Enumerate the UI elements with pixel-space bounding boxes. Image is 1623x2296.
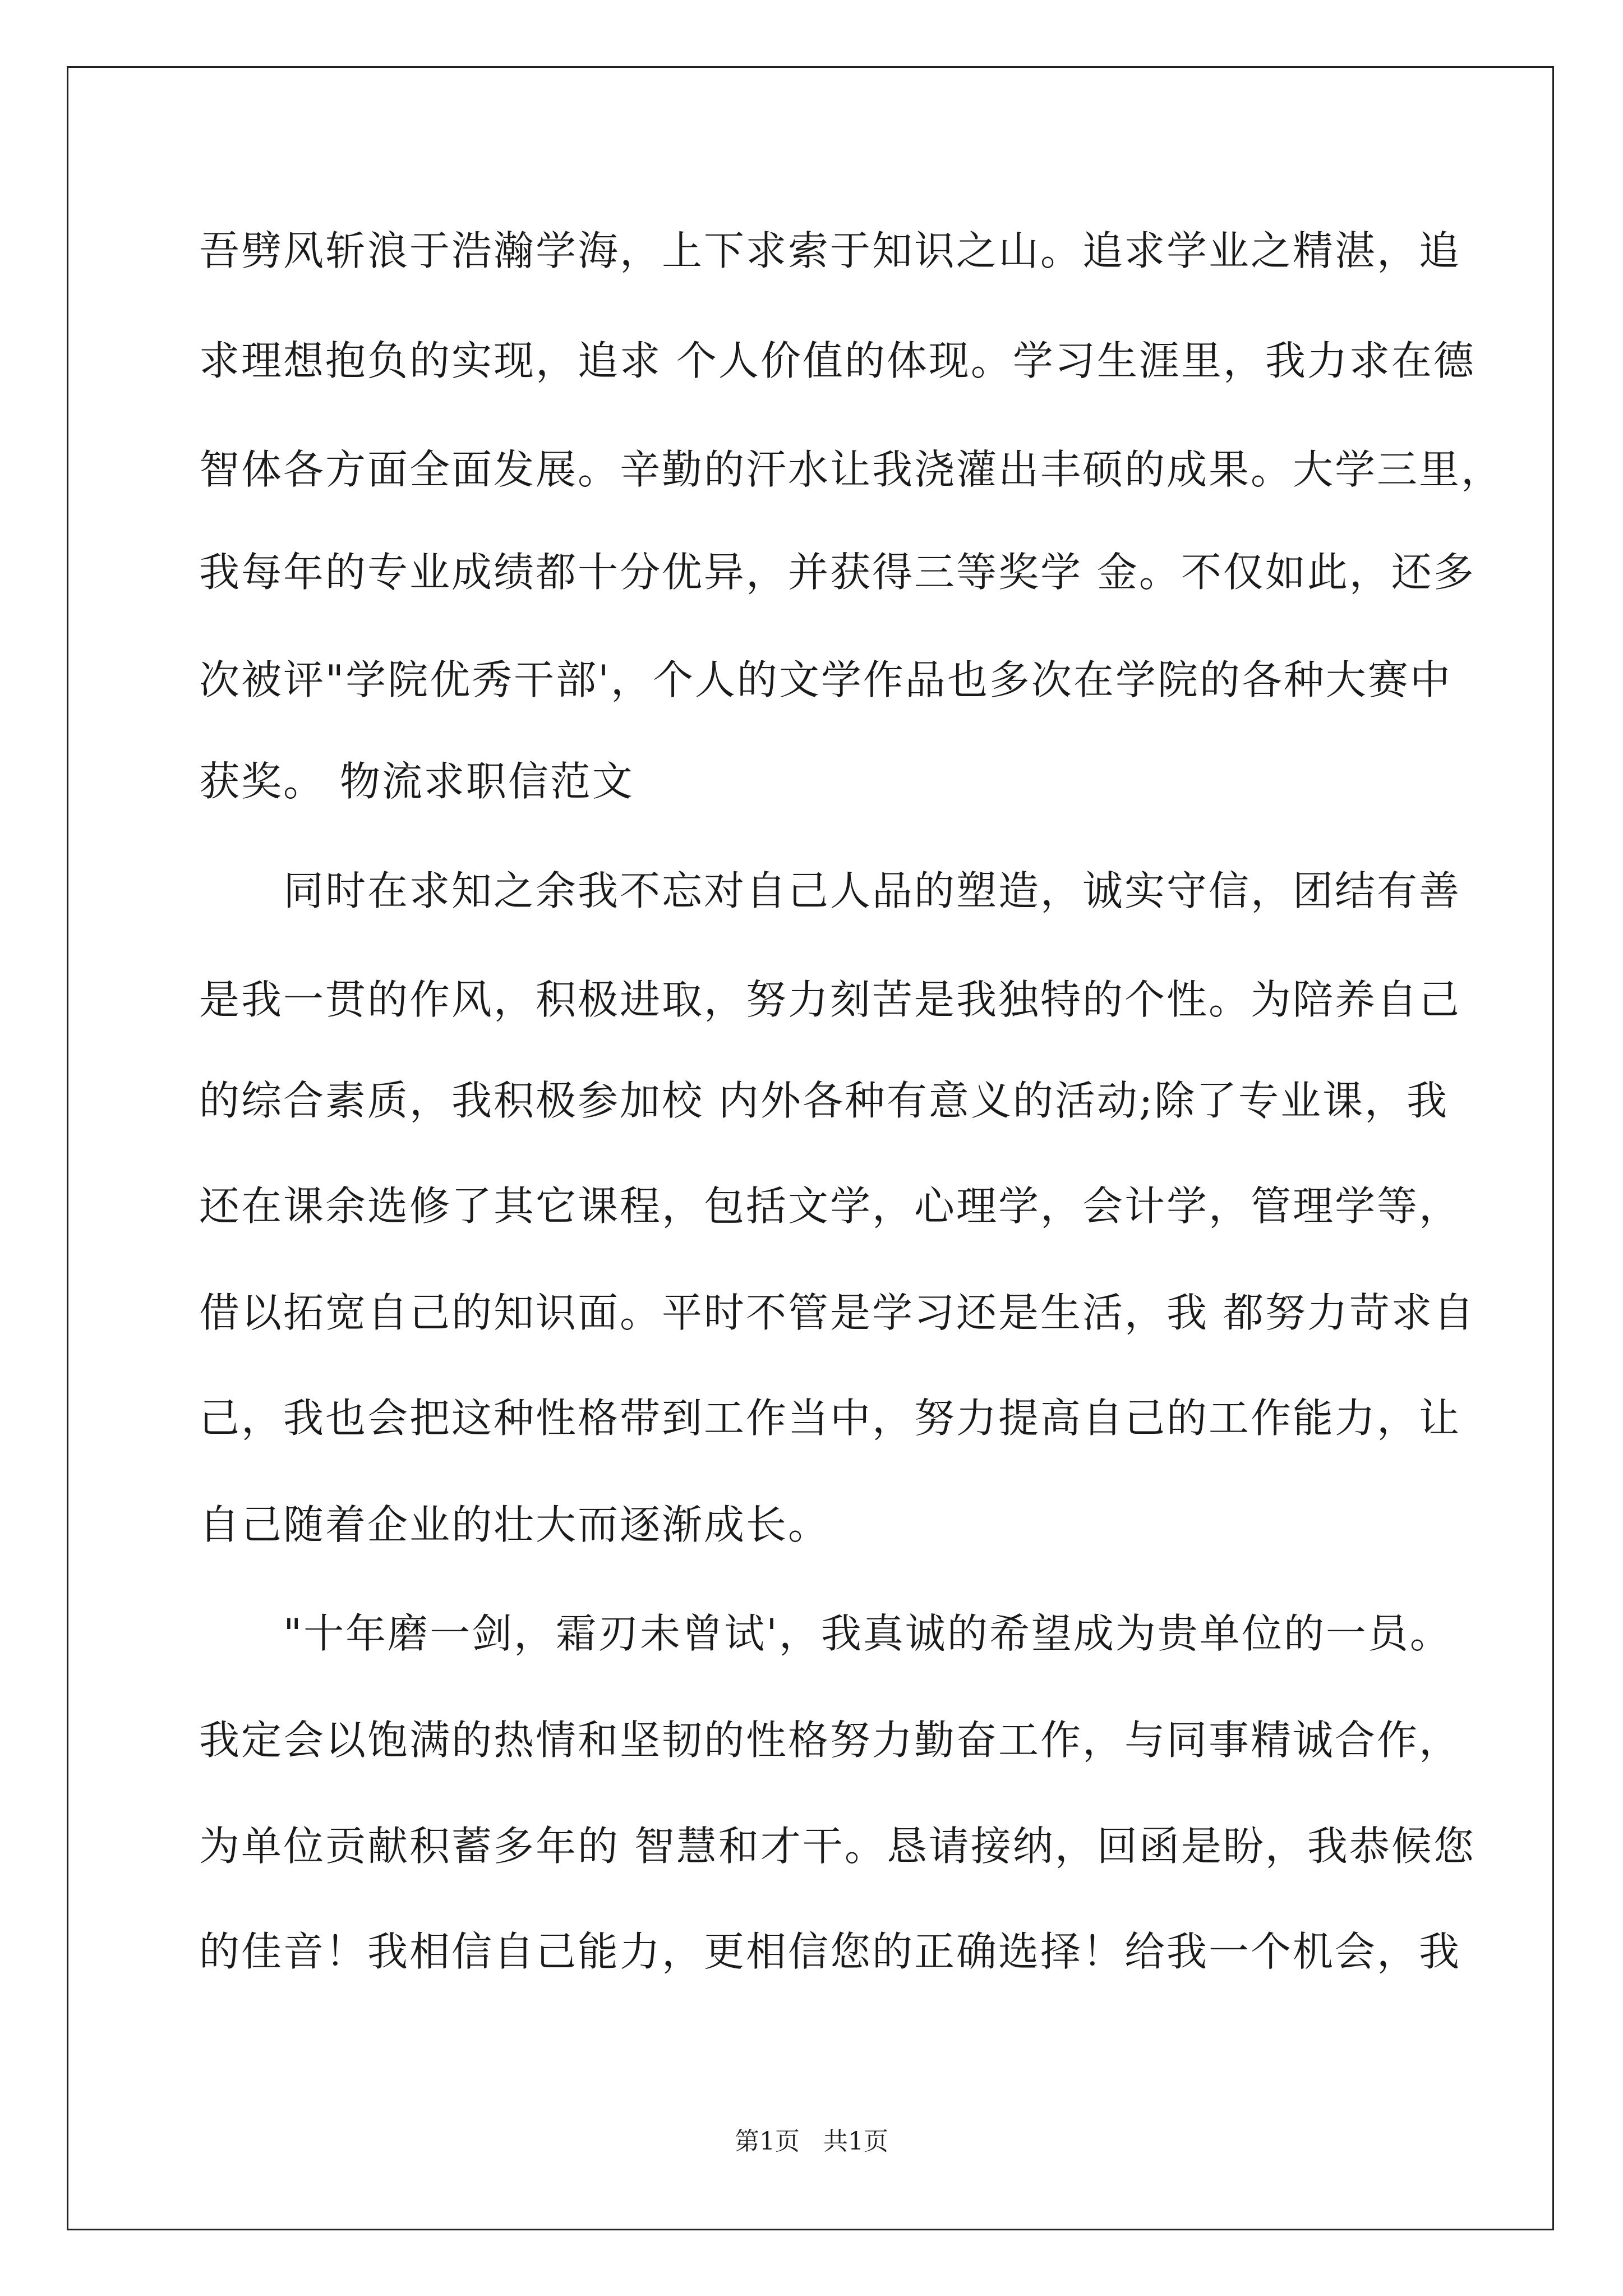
- text-line: 同时在求知之余我不忘对自己人品的塑造，诚实守信，团结有善: [283, 867, 1461, 914]
- text-line: 吾劈风斩浪于浩瀚学海，上下求索于知识之山。追求学业之精湛，追: [199, 227, 1461, 274]
- text-line: 是我一贯的作风，积极进取，努力刻苦是我独特的个性。为陪养自己: [199, 976, 1461, 1023]
- text-line: 己，我也会把这种性格带到工作当中，努力提高自己的工作能力，让: [199, 1395, 1461, 1442]
- text-line: 为单位贡献积蓄多年的 智慧和才干。恳请接纳，回函是盼，我恭候您: [199, 1823, 1476, 1870]
- text-line: 借以拓宽自己的知识面。平时不管是学习还是生活，我 都努力苛求自: [199, 1289, 1476, 1336]
- text-line: 还在课余选修了其它课程，包括文学，心理学，会计学，管理学等，: [199, 1182, 1461, 1230]
- text-line: 我定会以饱满的热情和坚韧的性格努力勤奋工作，与同事精诚合作，: [199, 1717, 1461, 1764]
- text-line: 智体各方面全面发展。辛勤的汗水让我浇灌出丰硕的成果。大学三里，: [199, 446, 1504, 493]
- page-footer: 第1页 共1页: [735, 2127, 888, 2156]
- text-line: 我每年的专业成绩都十分优异，并获得三等奖学 金。不仅如此，还多: [199, 549, 1476, 596]
- text-line: 自己随着企业的壮大而逐渐成长。: [199, 1501, 831, 1548]
- text-line: 的综合素质，我积极参加校 内外各种有意义的活动;除了专业课，我: [199, 1077, 1449, 1124]
- text-line: 次被评"学院优秀干部'，个人的文学作品也多次在学院的各种大赛中: [199, 656, 1452, 703]
- text-line: 获奖。 物流求职信范文: [199, 758, 634, 805]
- text-line: 求理想抱负的实现，追求 个人价值的体现。学习生涯里，我力求在德: [199, 337, 1476, 384]
- page-border: [67, 66, 1554, 2230]
- text-line: "十年磨一剑，霜刃未曾试'，我真诚的希望成为贵单位的一员。: [283, 1610, 1452, 1657]
- text-line: 的佳音！我相信自己能力，更相信您的正确选择！给我一个机会，我: [199, 1928, 1461, 1975]
